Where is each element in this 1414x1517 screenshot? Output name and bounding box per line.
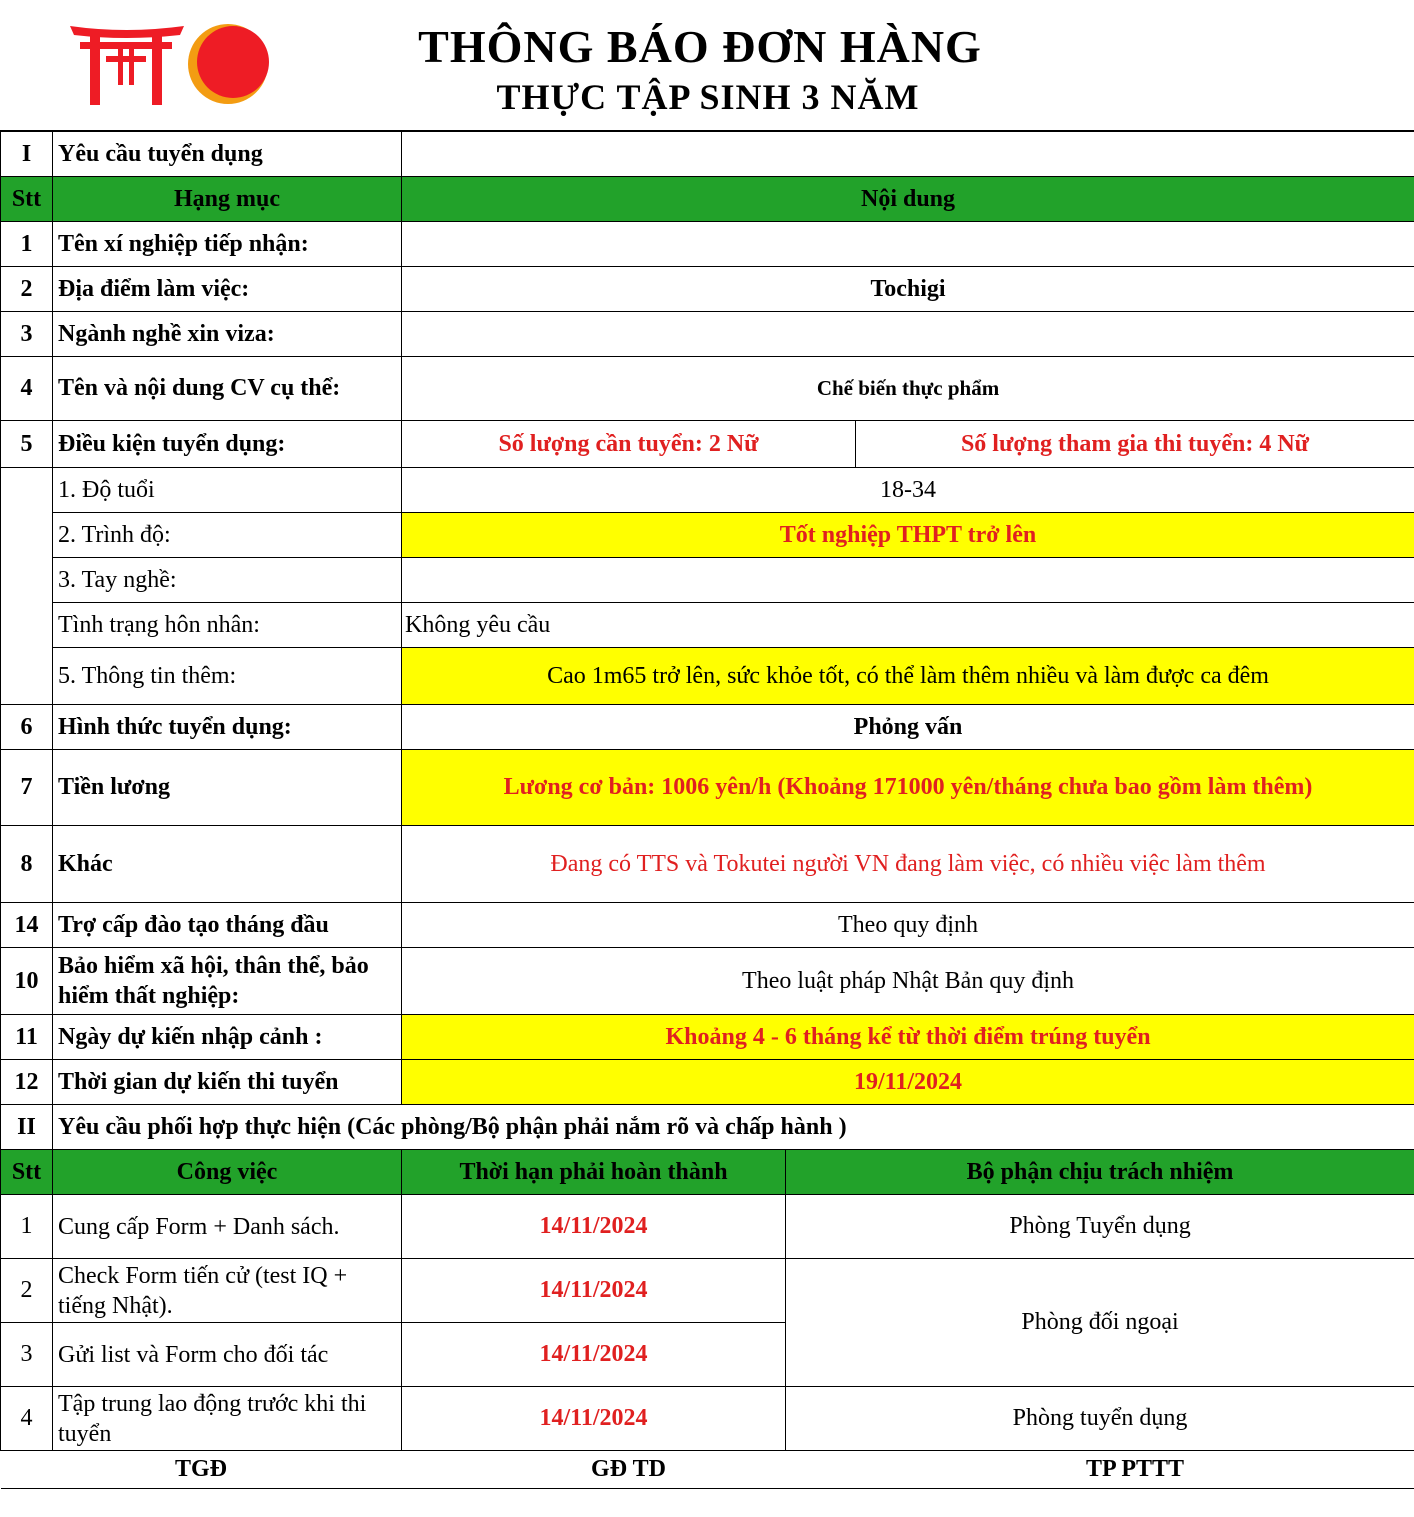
dept-cell: Phòng Tuyển dụng xyxy=(786,1195,1414,1259)
signature-row xyxy=(1,1451,1414,1489)
row-label: Tên xí nghiệp tiếp nhận: xyxy=(53,222,402,267)
table-row xyxy=(1,603,1414,648)
task-cell: Tập trung lao động trước khi thi tuyển xyxy=(53,1387,402,1451)
deadline-cell: 14/11/2024 xyxy=(402,1259,786,1323)
section-1-row xyxy=(1,132,1414,177)
table-row: 4 Tập trung lao động trước khi thi tuyển 14/11/2024 Phòng tuyển dụng xyxy=(1,1387,1414,1451)
table-row: 3 Ngành nghề xin viza: xyxy=(1,312,1414,357)
table-row: 1 Tên xí nghiệp tiếp nhận: xyxy=(1,222,1414,267)
table-row: 1 Cung cấp Form + Danh sách. 14/11/2024 Phòng Tuyển dụng xyxy=(1,1195,1414,1259)
signature-gd-td: GĐ TD xyxy=(402,1451,856,1489)
row-label: Địa điểm làm việc: xyxy=(53,267,402,312)
task-cell: Gửi list và Form cho đối tác xyxy=(53,1323,402,1387)
row-value: Phỏng vấn xyxy=(402,705,1414,750)
document-header xyxy=(0,0,1414,131)
row-label: Tình trạng hôn nhân: xyxy=(53,603,402,648)
row-label: 2. Trình độ: xyxy=(53,513,402,558)
table-row: 7 Tiền lương Lương cơ bản: 1006 yên/h (Khoảng 171000 yên/tháng chưa bao gồm làm thêm) xyxy=(1,750,1414,826)
row-label: Hình thức tuyển dụng: xyxy=(53,705,402,750)
row-value: Theo luật pháp Nhật Bản quy định xyxy=(402,948,1414,1015)
row-value: Đang có TTS và Tokutei người VN đang làm việc, có nhiều việc làm thêm xyxy=(402,826,1414,903)
row-label: Tên và nội dung CV cụ thể: xyxy=(53,357,402,421)
header-task: Công việc xyxy=(53,1150,402,1195)
table-row: 11 Ngày dự kiến nhập cảnh : Khoảng 4 - 6 tháng kể từ thời điểm trúng tuyển xyxy=(1,1015,1414,1060)
row-value: Chế biến thực phẩm xyxy=(402,357,1414,421)
table-row: 10 Bảo hiểm xã hội, thân thể, bảo hiểm thất nghiệp: Theo luật pháp Nhật Bản quy định xyxy=(1,948,1414,1015)
document-subtitle: THỰC TẬP SINH 3 NĂM xyxy=(496,77,920,117)
section-number: I xyxy=(1,132,53,177)
row-label: 3. Tay nghề: xyxy=(53,558,402,603)
table-row: 14 Trợ cấp đào tạo tháng đầu Theo quy định xyxy=(1,903,1414,948)
table-header-row: Stt Công việc Thời hạn phải hoàn thành Bộ phận chịu trách nhiệm xyxy=(1,1150,1414,1195)
row-value xyxy=(402,558,1414,603)
dept-cell: Phòng đối ngoại xyxy=(786,1259,1414,1387)
section-title: Yêu cầu phối hợp thực hiện (Các phòng/Bộ phận phải nắm rõ và chấp hành ) xyxy=(53,1105,1414,1150)
deadline-cell: 14/11/2024 xyxy=(402,1195,786,1259)
task-cell: Cung cấp Form + Danh sách. xyxy=(53,1195,402,1259)
section-number: II xyxy=(1,1105,53,1150)
salary-value: Lương cơ bản: 1006 yên/h (Khoảng 171000 yên/tháng chưa bao gồm làm thêm) xyxy=(402,750,1414,826)
row-value: Tốt nghiệp THPT trở lên xyxy=(402,513,1414,558)
row-label: Thời gian dự kiến thi tuyển xyxy=(53,1060,402,1105)
table-header-row xyxy=(1,177,1414,222)
table-row xyxy=(1,468,1414,513)
row-label: Tiền lương xyxy=(53,750,402,826)
header-dept: Bộ phận chịu trách nhiệm xyxy=(786,1150,1414,1195)
table-row: 8 Khác Đang có TTS và Tokutei người VN đang làm việc, có nhiều việc làm thêm xyxy=(1,826,1414,903)
deadline-cell: 14/11/2024 xyxy=(402,1387,786,1451)
table-row: 4 Tên và nội dung CV cụ thể: Chế biến thực phẩm xyxy=(1,357,1414,421)
row-label: Bảo hiểm xã hội, thân thể, bảo hiểm thất nghiệp: xyxy=(53,948,402,1015)
row-value: 19/11/2024 xyxy=(402,1060,1414,1105)
section-title: Yêu cầu tuyển dụng xyxy=(53,132,402,177)
row-value xyxy=(402,222,1414,267)
task-cell: Check Form tiến cử (test IQ + tiếng Nhật). xyxy=(53,1259,402,1323)
header-deadline: Thời hạn phải hoàn thành xyxy=(402,1150,786,1195)
table-row: 2 Địa điểm làm việc: Tochigi xyxy=(1,267,1414,312)
signature-tp-pttt: TP PTTT xyxy=(856,1451,1414,1489)
header-item: Hạng mục xyxy=(53,177,402,222)
document-title: THÔNG BÁO ĐƠN HÀNG xyxy=(418,21,982,72)
row-label: Trợ cấp đào tạo tháng đầu xyxy=(53,903,402,948)
row-label: Ngành nghề xin viza: xyxy=(53,312,402,357)
quantity-exam: Số lượng tham gia thi tuyển: 4 Nữ xyxy=(856,421,1414,468)
row-label: Điều kiện tuyển dụng: xyxy=(53,421,402,468)
section-2-row xyxy=(1,1105,1414,1150)
deadline-cell: 14/11/2024 xyxy=(402,1323,786,1387)
table-row: 12 Thời gian dự kiến thi tuyển 19/11/2024 xyxy=(1,1060,1414,1105)
signature-tgd: TGĐ xyxy=(1,1451,402,1489)
row-value: Theo quy định xyxy=(402,903,1414,948)
table-row: 2 Check Form tiến cử (test IQ + tiếng Nhật). 14/11/2024 Phòng đối ngoại xyxy=(1,1259,1414,1323)
row-value: Tochigi xyxy=(402,267,1414,312)
row-value xyxy=(402,312,1414,357)
row-value: 18-34 xyxy=(402,468,1414,513)
table-row xyxy=(1,648,1414,705)
row-value: Cao 1m65 trở lên, sức khỏe tốt, có thể làm thêm nhiều và làm được ca đêm xyxy=(402,648,1414,705)
row-label: 1. Độ tuổi xyxy=(53,468,402,513)
table-row: 5 Điều kiện tuyển dụng: Số lượng cần tuyển: 2 Nữ Số lượng tham gia thi tuyển: 4 Nữ xyxy=(1,421,1414,468)
row-value: Không yêu cầu xyxy=(402,603,1414,648)
table-row: 3 Gửi list và Form cho đối tác 14/11/2024 xyxy=(1,1323,1414,1387)
table-row: 6 Hình thức tuyển dụng: Phỏng vấn xyxy=(1,705,1414,750)
header-stt: Stt xyxy=(1,177,53,222)
row-value: Khoảng 4 - 6 tháng kể từ thời điểm trúng tuyển xyxy=(402,1015,1414,1060)
table-row xyxy=(1,513,1414,558)
header-content: Nội dung xyxy=(402,177,1414,222)
quantity-needed: Số lượng cần tuyển: 2 Nữ xyxy=(402,421,856,468)
row-label: 5. Thông tin thêm: xyxy=(53,648,402,705)
torii-gate-and-red-sun-icon xyxy=(66,20,271,112)
table-row xyxy=(1,558,1414,603)
dept-cell: Phòng tuyển dụng xyxy=(786,1387,1414,1451)
row-label: Khác xyxy=(53,826,402,903)
row-label: Ngày dự kiến nhập cảnh : xyxy=(53,1015,402,1060)
order-table xyxy=(0,131,1414,1489)
